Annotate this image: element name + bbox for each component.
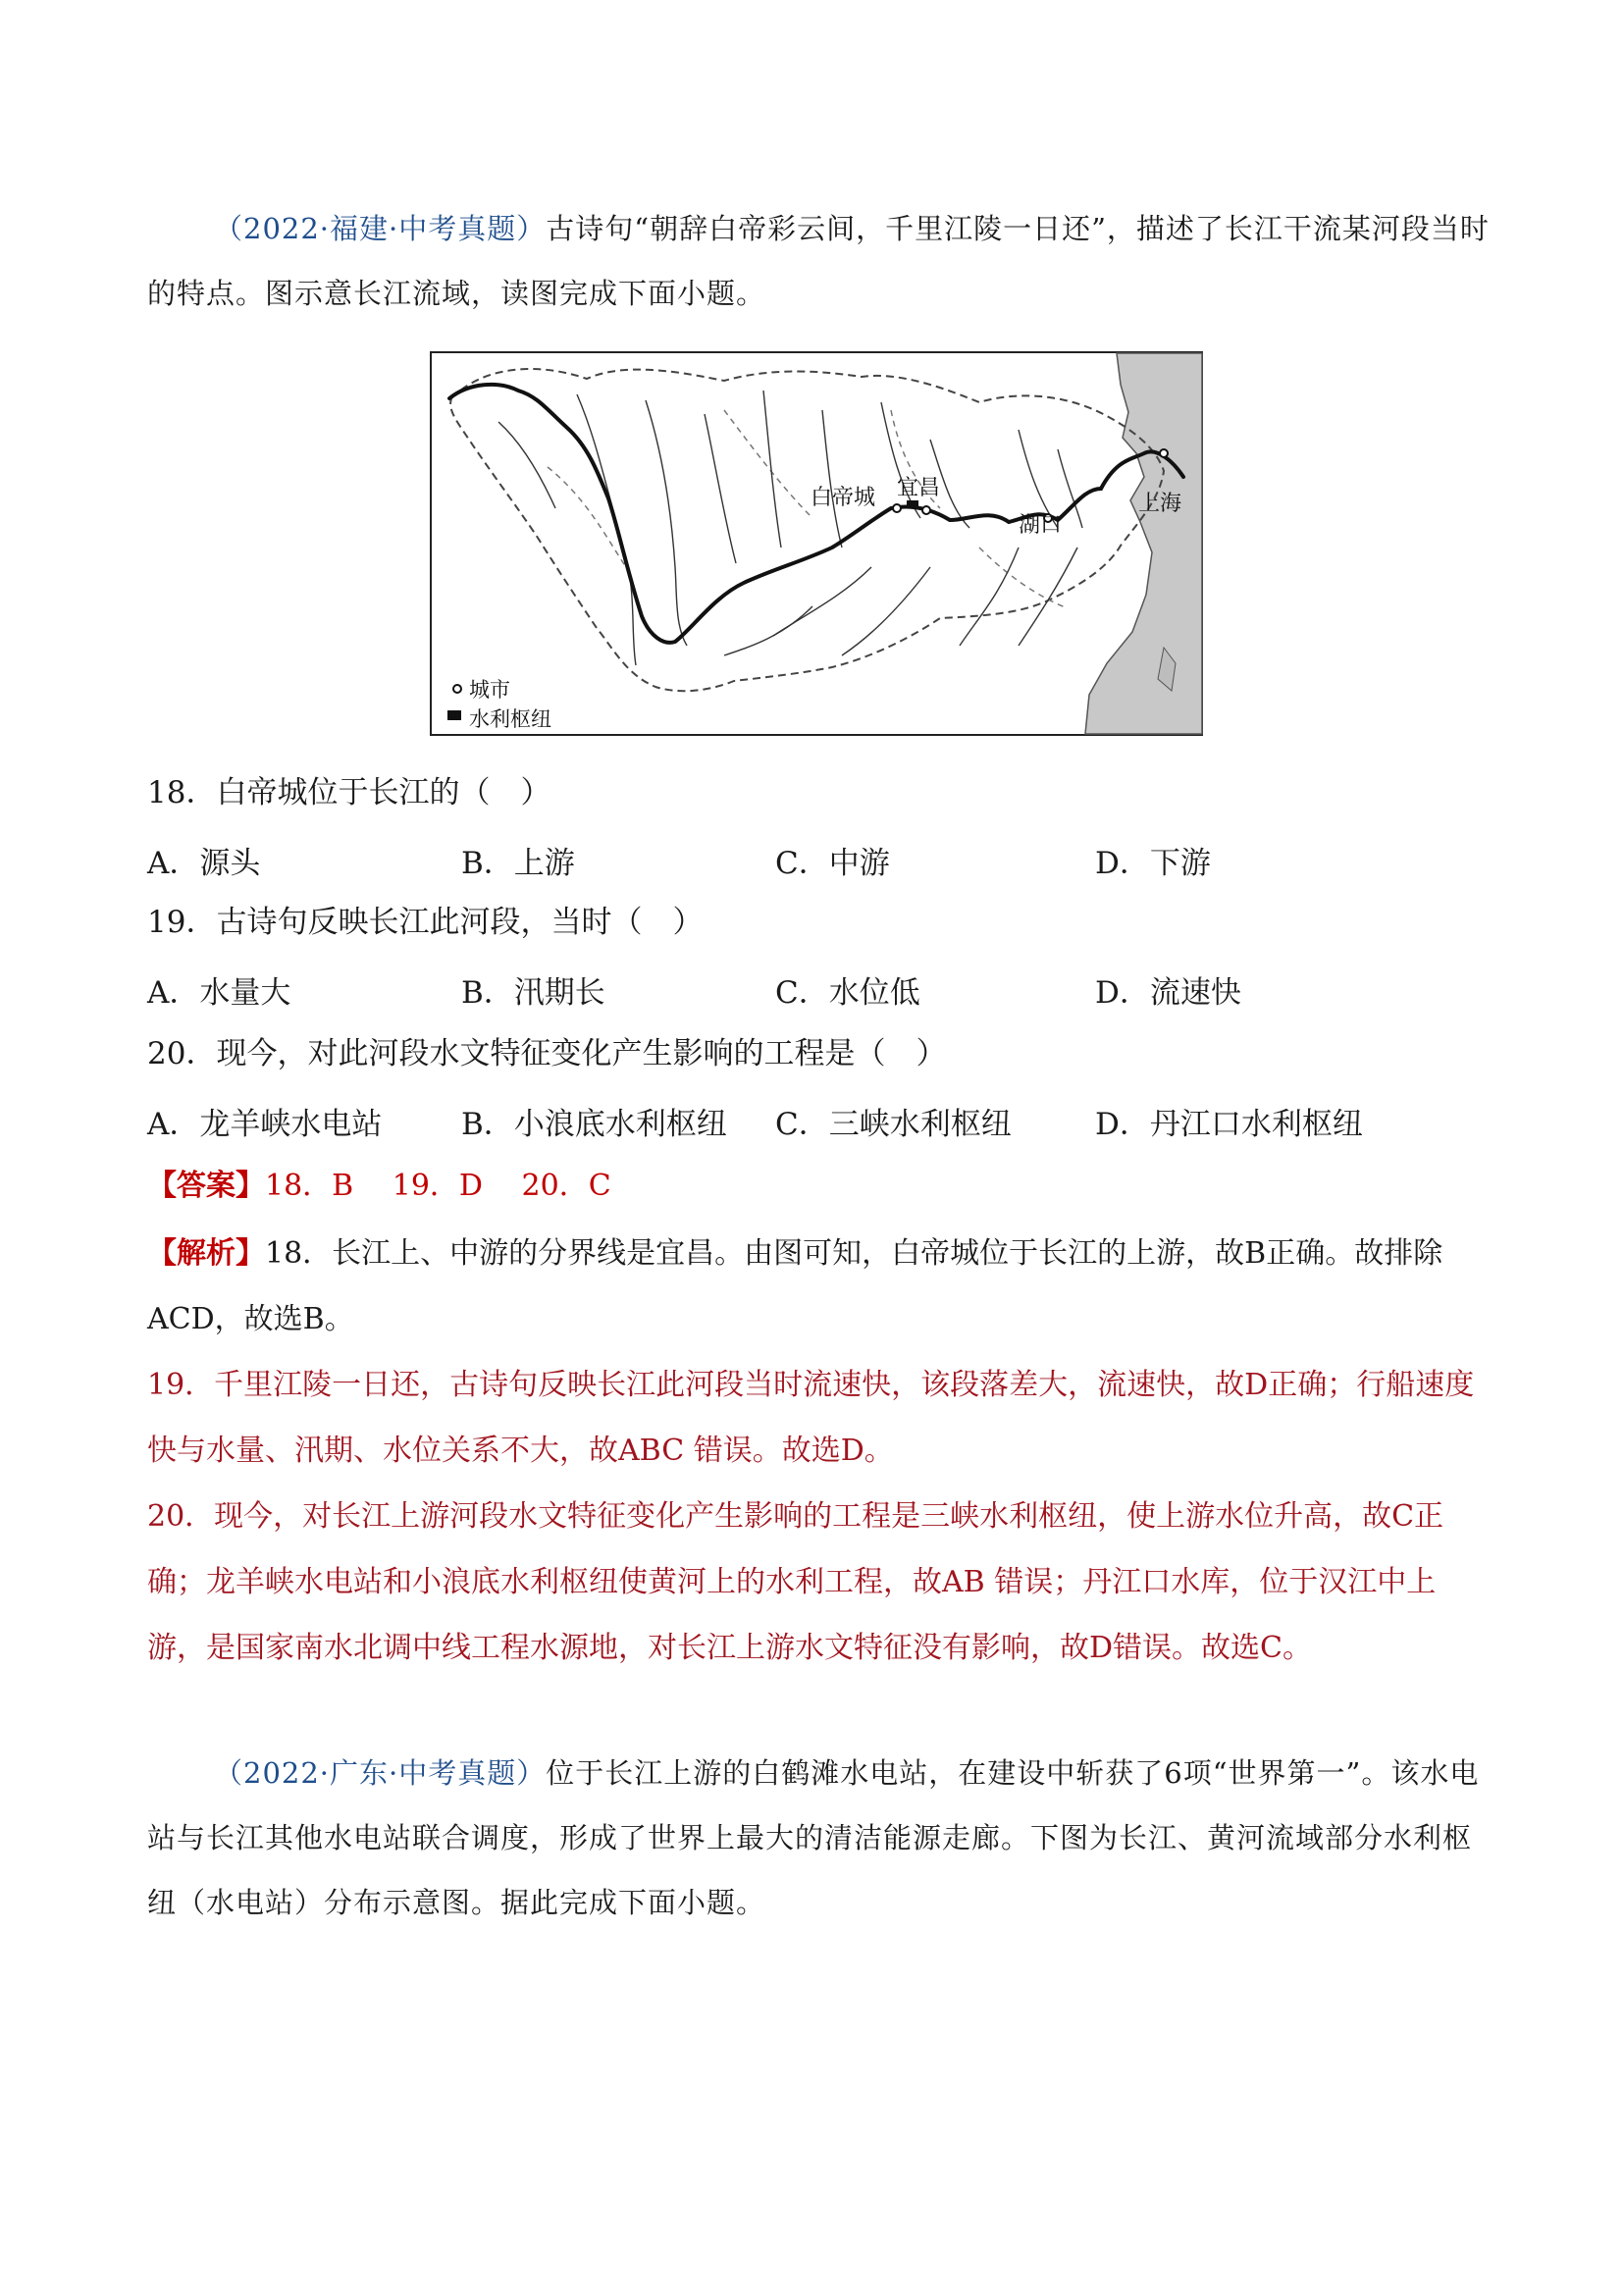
option-a: A．水量大 xyxy=(147,975,291,1011)
option-b: B．小浪底水利枢纽 xyxy=(461,1107,727,1142)
option-b: B．汛期长 xyxy=(461,975,605,1011)
source-tag: （2022·福建·中考真题） xyxy=(214,212,547,245)
source-tag: （2022·广东·中考真题） xyxy=(214,1756,547,1790)
options-19 xyxy=(147,967,1492,1011)
option-a: A．源头 xyxy=(147,846,261,881)
option-c: C．水位低 xyxy=(775,975,920,1011)
option-d: D．丹江口水利枢纽 xyxy=(1095,1107,1363,1142)
option-d: D．下游 xyxy=(1095,846,1211,881)
question-18: 18．白帝城位于长江的（ ） xyxy=(147,775,551,810)
analysis-18 xyxy=(147,1221,1492,1352)
option-a: A．龙羊峡水电站 xyxy=(147,1107,383,1142)
legend-city: 城市 xyxy=(469,678,510,702)
map-label-yichang: 宜昌 xyxy=(897,476,941,500)
hub-marker xyxy=(907,500,918,508)
intro-text: 古诗句“朝辞白帝彩云间，千里江陵一日还”，描述了长江干流某河段当时的特点。图示意长江流域，读图完成下面小题。 xyxy=(147,212,1490,310)
option-c: C．中游 xyxy=(775,846,890,881)
analysis-20: 20．现今，对长江上游河段水文特征变化产生影响的工程是三峡水利枢纽，使上游水位升高，故C正确；龙羊峡水电站和小浪底水利枢纽使黄河上的水利工程，故AB 错误；丹江口水库，位于汉江中上游，是国家南水北调中线工程水源地，对长江上游水文特征没有影响，故D错误。故选C。 xyxy=(147,1499,1444,1665)
options-18 xyxy=(147,838,1492,881)
answer-value: 18．B 19．D 20．C xyxy=(265,1169,611,1203)
intro-text: 位于长江上游的白鹤滩水电站，在建设中斩获了6项“世界第一”。该水电站与长江其他水电站联合调度，形成了世界上最大的清洁能源走廊。下图为长江、黄河流域部分水利枢纽（水电站）分布示意图。据此完成下面小题。 xyxy=(147,1756,1480,1919)
map-label-baidi: 白帝城 xyxy=(811,486,876,510)
answer-tag: 【答案】 xyxy=(147,1169,265,1203)
option-c: C．三峡水利枢纽 xyxy=(775,1107,1012,1142)
yangtze-basin-map xyxy=(430,351,1203,736)
question-intro-2 xyxy=(147,1741,1492,1935)
options-20 xyxy=(147,1099,1492,1142)
answer-line xyxy=(147,1154,1492,1219)
question-19: 19．古诗句反映长江此河段，当时（ ） xyxy=(147,905,704,940)
question-20: 20．现今，对此河段水文特征变化产生影响的工程是（ ） xyxy=(147,1036,947,1071)
option-d: D．流速快 xyxy=(1095,975,1241,1011)
analysis-tag: 【解析】 xyxy=(147,1236,265,1271)
option-b: B．上游 xyxy=(461,846,575,881)
map-label-hukou: 湖口 xyxy=(1019,513,1063,538)
legend-hub: 水利枢纽 xyxy=(469,707,551,731)
question-intro-1 xyxy=(147,196,1492,326)
map-label-shanghai: 上海 xyxy=(1138,492,1182,516)
analysis-text-18: 18．长江上、中游的分界线是宜昌。由图可知，白帝城位于长江的上游，故B正确。故排除ACD，故选B。 xyxy=(147,1236,1443,1336)
analysis-19: 19．千里江陵一日还，古诗句反映长江此河段当时流速快，该段落差大，流速快，故D正确；行船速度快与水量、汛期、水位关系不大，故ABC 错误。故选D。 xyxy=(147,1368,1475,1468)
